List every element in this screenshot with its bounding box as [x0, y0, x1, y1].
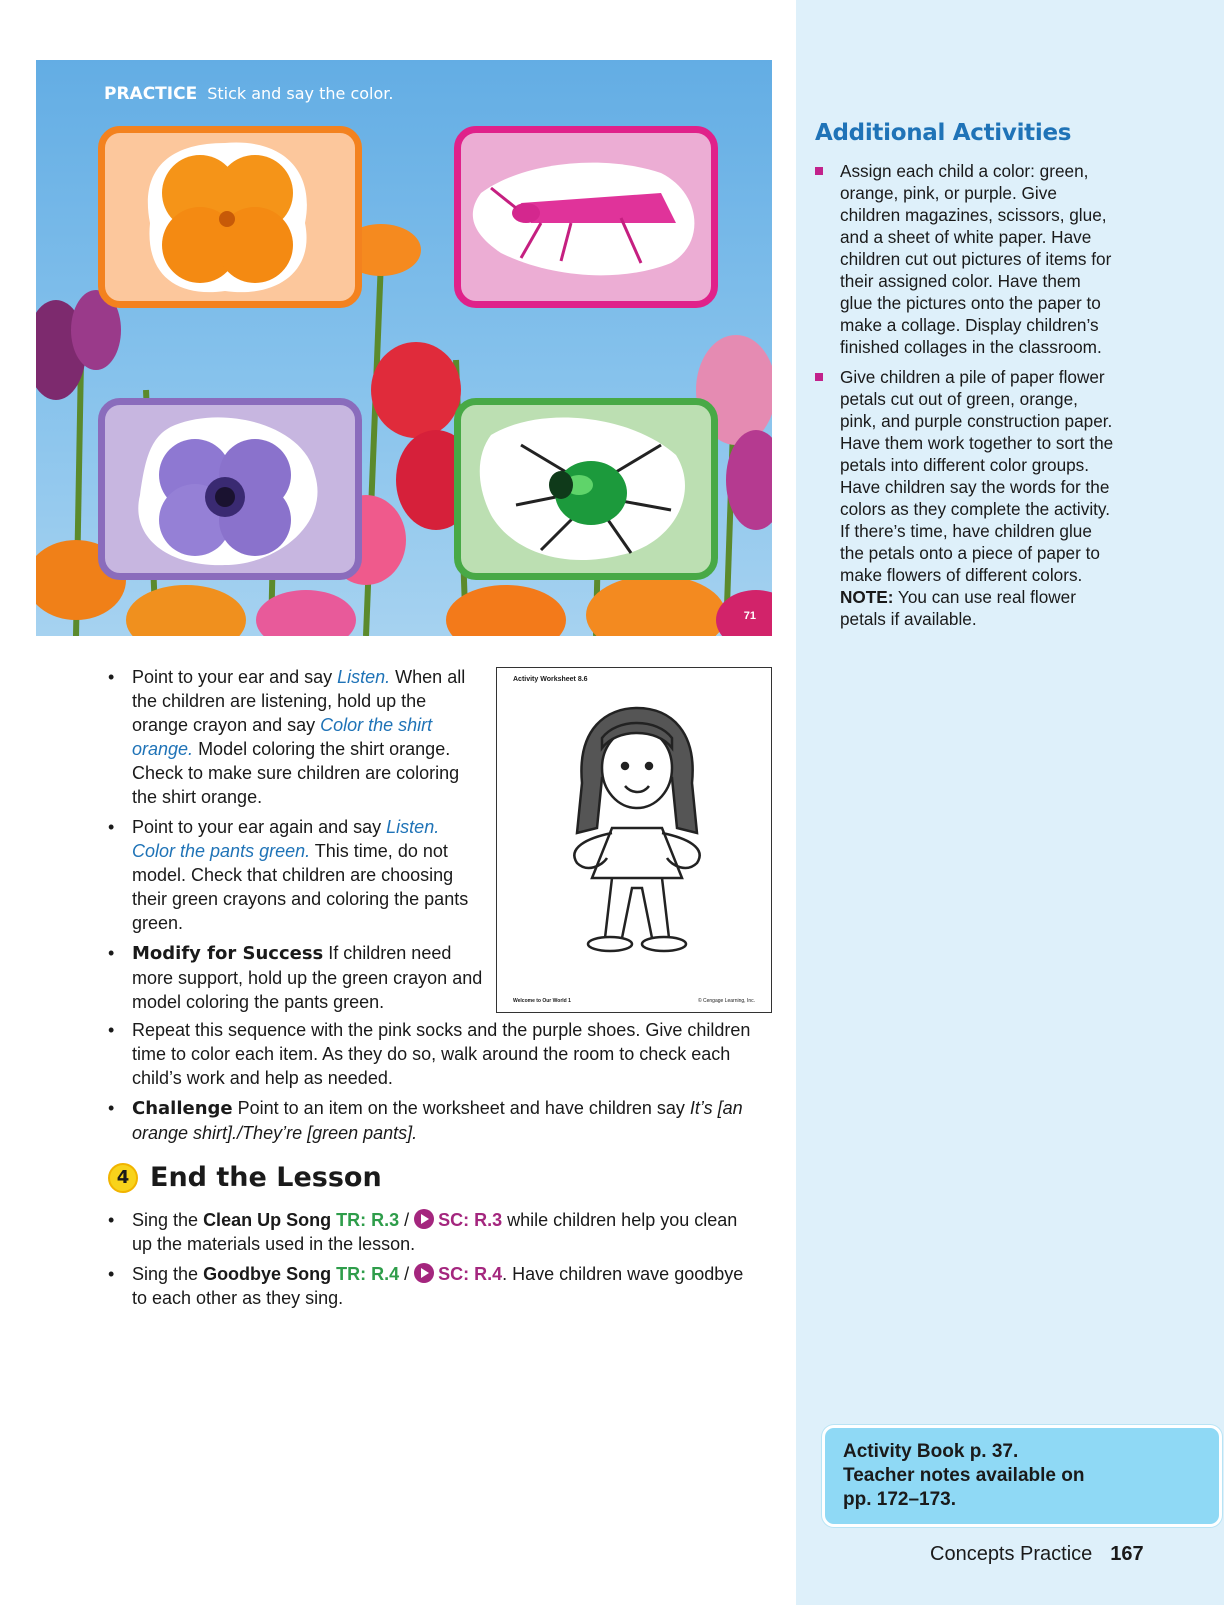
bullet-square-icon: [815, 373, 823, 381]
instruction-list: [108, 665, 486, 1020]
additional-activities-title: Additional Activities: [815, 120, 1072, 146]
additional-activities-list: [815, 160, 1115, 638]
list-item: Assign each child a color: green, orange, pink, or purple. Give children magazines, scissors, glue, and a sheet of white paper. Have children cut out pictures of items for their assigned color. Have them glue the pictures onto the paper to make a collage. Display children’s finished collages in the classroom.: [815, 160, 1115, 358]
worksheet-title: Activity Worksheet 8.6: [513, 676, 588, 683]
song-card-reference[interactable]: SC: R.3: [438, 1210, 503, 1230]
orange-flower-card[interactable]: [98, 126, 362, 308]
list-item: • Point to your ear again and say Listen. Color the pants green. This time, do not model. Check that children are choosing their green crayons and coloring the pants green.: [108, 817, 469, 933]
play-icon[interactable]: [414, 1209, 434, 1229]
track-reference[interactable]: TR: R.3: [336, 1210, 400, 1230]
page-number: 167: [1110, 1543, 1144, 1565]
girl-coloring-illustration: [497, 668, 770, 1011]
practice-photo-panel: [36, 60, 772, 636]
track-reference[interactable]: TR: R.4: [336, 1264, 400, 1284]
practice-heading: PRACTICE Stick and say the color.: [104, 84, 394, 104]
list-item: • Repeat this sequence with the pink socks and the purple shoes. Give children time to color each item. As they do so, walk around the room to check each child’s work and help as needed.: [108, 1020, 751, 1088]
section-name: Concepts Practice: [930, 1543, 1093, 1565]
worksheet-footer-right: © Cengage Learning, Inc.: [697, 998, 755, 1004]
purple-anemone-icon: [105, 405, 355, 573]
modify-for-success-heading: Modify for Success: [132, 943, 324, 964]
student-page-number: 71: [743, 610, 756, 622]
green-beetle-icon: [461, 405, 711, 573]
orange-flower-icon: [105, 133, 355, 301]
end-lesson-heading: [108, 1162, 382, 1193]
purple-flower-card[interactable]: [98, 398, 362, 580]
list-item: • Sing the Clean Up Song TR: R.3 / SC: R.3 while children help you clean up the materials used in the lesson.: [108, 1210, 738, 1254]
list-item: Give children a pile of paper flower petals cut out of green, orange, pink, and purple construction paper. Have them work together to sort the petals into different color groups. Have children say the words for the colors as they complete the activity. If there’s time, have children glue the petals onto a piece of paper to make flowers of different colors. NOTE: You can use real flower petals if available.: [815, 366, 1115, 630]
song-card-reference[interactable]: SC: R.4: [438, 1264, 503, 1284]
challenge-heading: Challenge: [132, 1098, 233, 1119]
list-item: • Challenge Point to an item on the worksheet and have children say It’s [an orange shirt]./They’re [green pants].: [108, 1098, 743, 1143]
step-number-badge: 4: [108, 1163, 138, 1193]
bullet-square-icon: [815, 167, 823, 175]
list-item: • Modify for Success If children need more support, hold up the green crayon and model coloring the pants green.: [108, 943, 483, 1012]
activity-book-callout: Activity Book p. 37. Teacher notes available on pp. 172–173.: [822, 1425, 1222, 1527]
instruction-list-continued: [108, 1018, 770, 1151]
page-footer: [930, 1543, 1144, 1566]
green-beetle-card[interactable]: [454, 398, 718, 580]
pink-grasshopper-icon: [461, 133, 711, 301]
list-item: • Sing the Goodbye Song TR: R.4 / SC: R.4. Have children wave goodbye to each other as they sing.: [108, 1264, 744, 1308]
worksheet-footer-left: Welcome to Our World 1: [513, 998, 571, 1004]
section-title: End the Lesson: [150, 1162, 382, 1193]
activity-worksheet-thumbnail: [496, 667, 772, 1013]
play-icon[interactable]: [414, 1263, 434, 1283]
pink-insect-card[interactable]: [454, 126, 718, 308]
end-lesson-list: [108, 1208, 748, 1316]
list-item: • Point to your ear and say Listen. When all the children are listening, hold up the orange crayon and say Color the shirt orange. Model coloring the shirt orange. Check to make sure children are coloring the shirt orange.: [108, 667, 466, 807]
